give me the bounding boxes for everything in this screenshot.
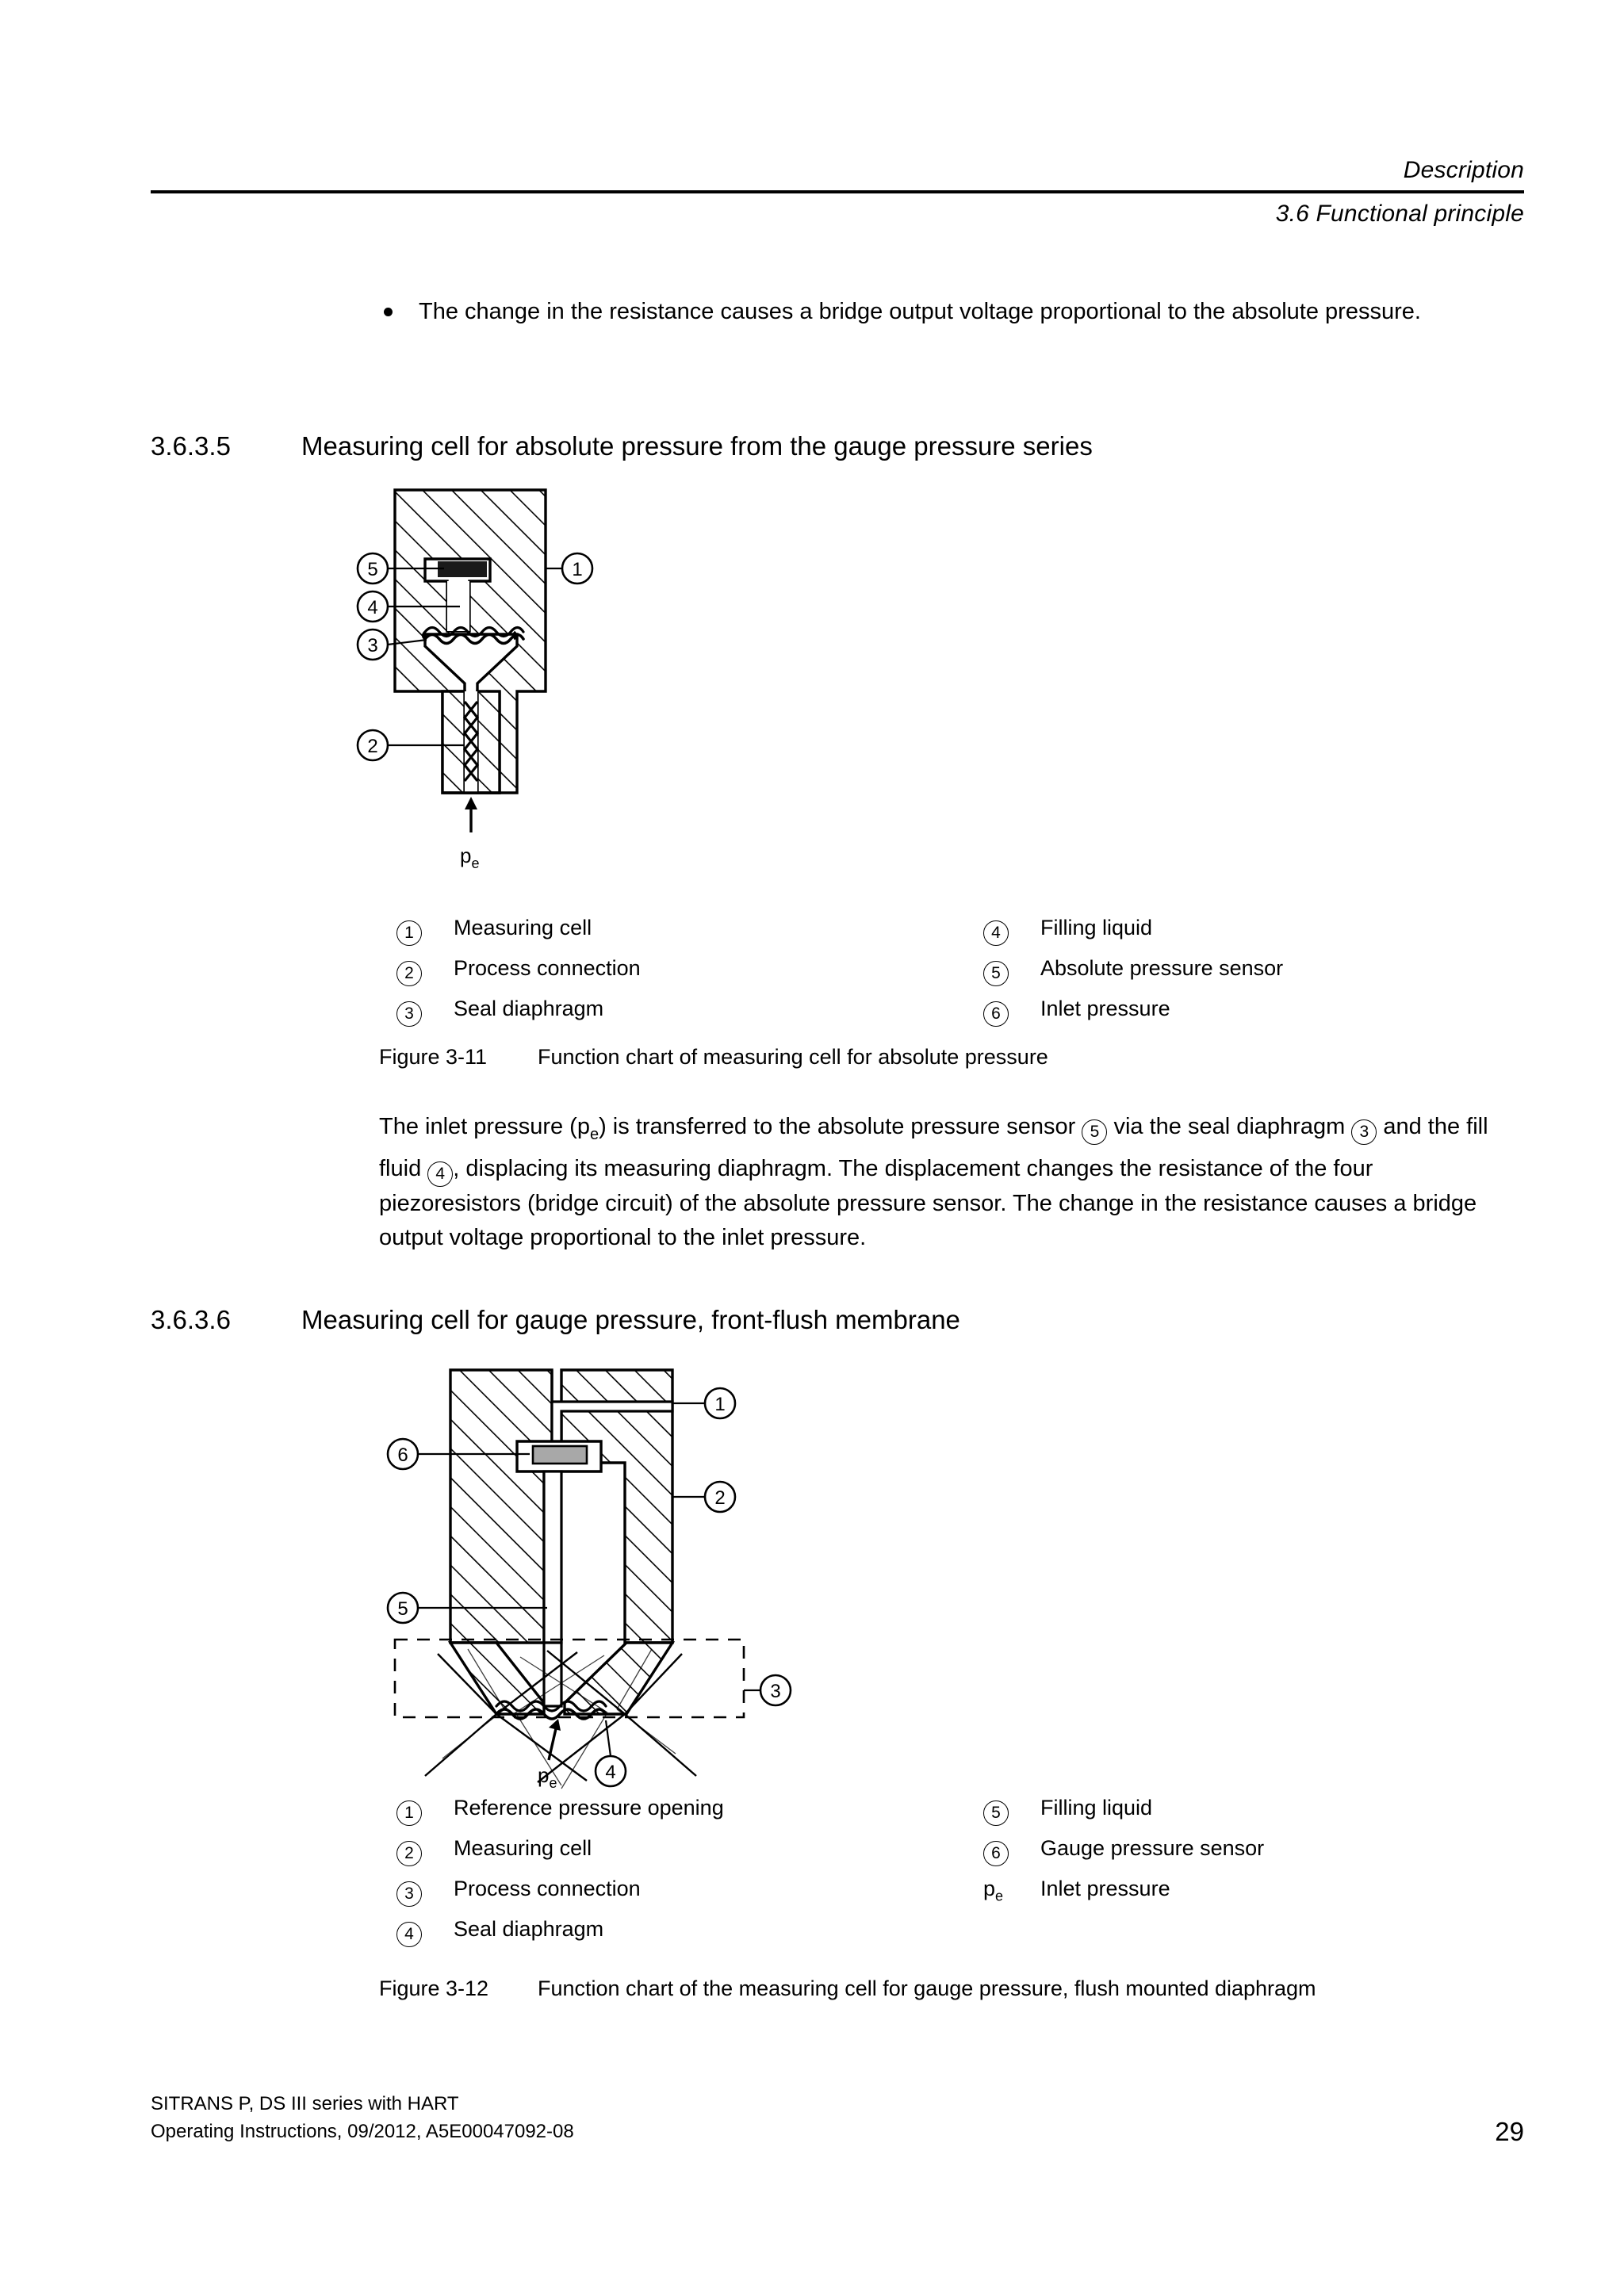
legend-row — [396, 1915, 724, 1955]
para-fragment-b: ) is transferred to the absolute pressure sensor — [599, 1114, 1082, 1139]
svg-text:2: 2 — [367, 736, 378, 757]
callout-4 — [596, 1720, 626, 1786]
section-heading-3-6-3-6 — [151, 1303, 1340, 1340]
figure-caption-text: Function chart of the measuring cell for gauge pressure, flush mounted diaphragm — [538, 1976, 1316, 2000]
legend-column-right — [983, 913, 1283, 1035]
callout-3 — [744, 1675, 791, 1705]
legend-label: Measuring cell — [454, 1836, 592, 1860]
legend-label: Filling liquid — [1040, 1796, 1153, 1820]
legend-marker: 3 — [396, 994, 454, 1027]
gauge-pressure-sensor-element — [533, 1446, 587, 1464]
bullet-dot-icon — [384, 308, 393, 316]
legend-marker: 3 — [396, 1874, 454, 1907]
section-title: Measuring cell for absolute pressure from the gauge pressure series — [301, 431, 1093, 461]
figure1-pressure-label: $p_e$ — [460, 844, 480, 871]
legend-marker-pe: $p_e$ — [983, 1877, 1004, 1904]
figure-caption-text: Function chart of measuring cell for absolute pressure — [538, 1045, 1048, 1069]
svg-text:4: 4 — [605, 1762, 616, 1783]
legend-label: Seal diaphragm — [454, 997, 604, 1020]
legend-row — [396, 1834, 724, 1874]
legend-column-right — [983, 1793, 1264, 1915]
legend-row — [983, 994, 1283, 1035]
svg-text:3: 3 — [770, 1681, 781, 1702]
figure2-pressure-label: $p_e$ — [538, 1763, 557, 1791]
footer-document-info — [151, 2090, 574, 2145]
legend-label: Inlet pressure — [1040, 997, 1170, 1020]
section-title: Measuring cell for gauge pressure, front-flush membrane — [301, 1305, 960, 1334]
svg-text:2: 2 — [714, 1487, 726, 1509]
legend-label: Gauge pressure sensor — [1040, 1836, 1265, 1860]
figure-3-11-caption — [379, 1043, 1048, 1071]
figure-3-12-caption — [379, 1974, 1316, 2003]
para-fragment-c: via the seal diaphragm — [1107, 1114, 1352, 1139]
legend-row — [396, 913, 641, 954]
legend-label: Measuring cell — [454, 916, 592, 939]
body-paragraph-1 — [379, 1110, 1505, 1255]
legend-marker: 6 — [983, 1834, 1040, 1866]
inlet-pressure-arrow — [465, 797, 477, 832]
legend-row — [983, 913, 1283, 954]
header-section-title: 3.6 Functional principle — [1275, 201, 1524, 227]
legend-label: Inlet pressure — [1040, 1877, 1170, 1900]
legend-row — [396, 954, 641, 994]
bullet-text: The change in the resistance causes a bridge output voltage proportional to the absolute pressure. — [419, 299, 1421, 324]
svg-text:1: 1 — [714, 1394, 726, 1415]
page-number: 29 — [1495, 2117, 1524, 2146]
list-item — [379, 295, 1497, 329]
footer-line-2: Operating Instructions, 09/2012, A5E00047092-08 — [151, 2121, 574, 2142]
callout-1 — [672, 1388, 735, 1418]
legend-row — [983, 1793, 1264, 1834]
legend-label: Seal diaphragm — [454, 1917, 604, 1941]
legend-marker: 5 — [983, 1793, 1040, 1826]
legend-marker: 1 — [396, 913, 454, 946]
para-fragment-e: , displacing its measuring diaphragm. The displacement changes the resistance of the four piezoresistors (bridge circuit) of the absolute pressure sensor. The change in the resistance causes a bridge output voltage proportional to the inlet pressure. — [379, 1155, 1477, 1250]
inline-ref-5: 5 — [1082, 1119, 1107, 1145]
legend-label: Process connection — [454, 956, 641, 980]
svg-text:3: 3 — [367, 635, 378, 656]
legend-row — [983, 1834, 1264, 1874]
legend-label: Reference pressure opening — [454, 1796, 724, 1820]
callout-1 — [546, 553, 592, 584]
legend-row — [396, 994, 641, 1035]
section-heading-3-6-3-5 — [151, 430, 1340, 466]
para-subscript-e: e — [589, 1125, 599, 1143]
section-number: 3.6.3.6 — [151, 1305, 231, 1334]
legend-marker: 1 — [396, 1793, 454, 1826]
figure-number: Figure 3-12 — [379, 1976, 489, 2000]
svg-text:4: 4 — [367, 597, 378, 618]
legend-marker: 2 — [396, 954, 454, 986]
legend-label: Filling liquid — [1040, 916, 1153, 939]
legend-marker: 4 — [396, 1915, 454, 1947]
legend-row — [396, 1874, 724, 1915]
figure-3-12-diagram — [349, 1348, 856, 1792]
svg-text:1: 1 — [572, 559, 583, 580]
intro-bullet-list — [379, 295, 1497, 329]
inline-ref-4: 4 — [427, 1161, 453, 1187]
svg-text:6: 6 — [397, 1445, 408, 1466]
inlet-pressure-arrow-2 — [549, 1719, 561, 1760]
legend-marker: 2 — [396, 1834, 454, 1866]
legend-label: Absolute pressure sensor — [1040, 956, 1284, 980]
section-number: 3.6.3.5 — [151, 431, 231, 461]
inline-ref-3: 3 — [1351, 1119, 1377, 1145]
para-fragment-d: and the fill fluid — [379, 1114, 1488, 1181]
svg-text:5: 5 — [397, 1598, 408, 1620]
legend-column-left — [396, 1793, 724, 1955]
page-header — [151, 155, 1524, 230]
header-chapter-title: Description — [1403, 157, 1524, 183]
legend-marker: 5 — [983, 954, 1040, 986]
legend-marker: 4 — [983, 913, 1040, 946]
legend-row — [396, 1793, 724, 1834]
callout-2 — [672, 1482, 735, 1512]
absolute-pressure-sensor-element — [438, 561, 487, 577]
figure-number: Figure 3-11 — [379, 1045, 488, 1069]
legend-label: Process connection — [454, 1877, 641, 1900]
footer-line-1: SITRANS P, DS III series with HART — [151, 2093, 459, 2114]
para-fragment-a: The inlet pressure (p — [379, 1114, 590, 1139]
svg-text:5: 5 — [367, 559, 378, 580]
legend-row — [983, 954, 1283, 994]
figure-3-11-diagram — [349, 476, 841, 920]
legend-marker: 6 — [983, 994, 1040, 1027]
legend-column-left — [396, 913, 641, 1035]
legend-row — [983, 1874, 1264, 1915]
